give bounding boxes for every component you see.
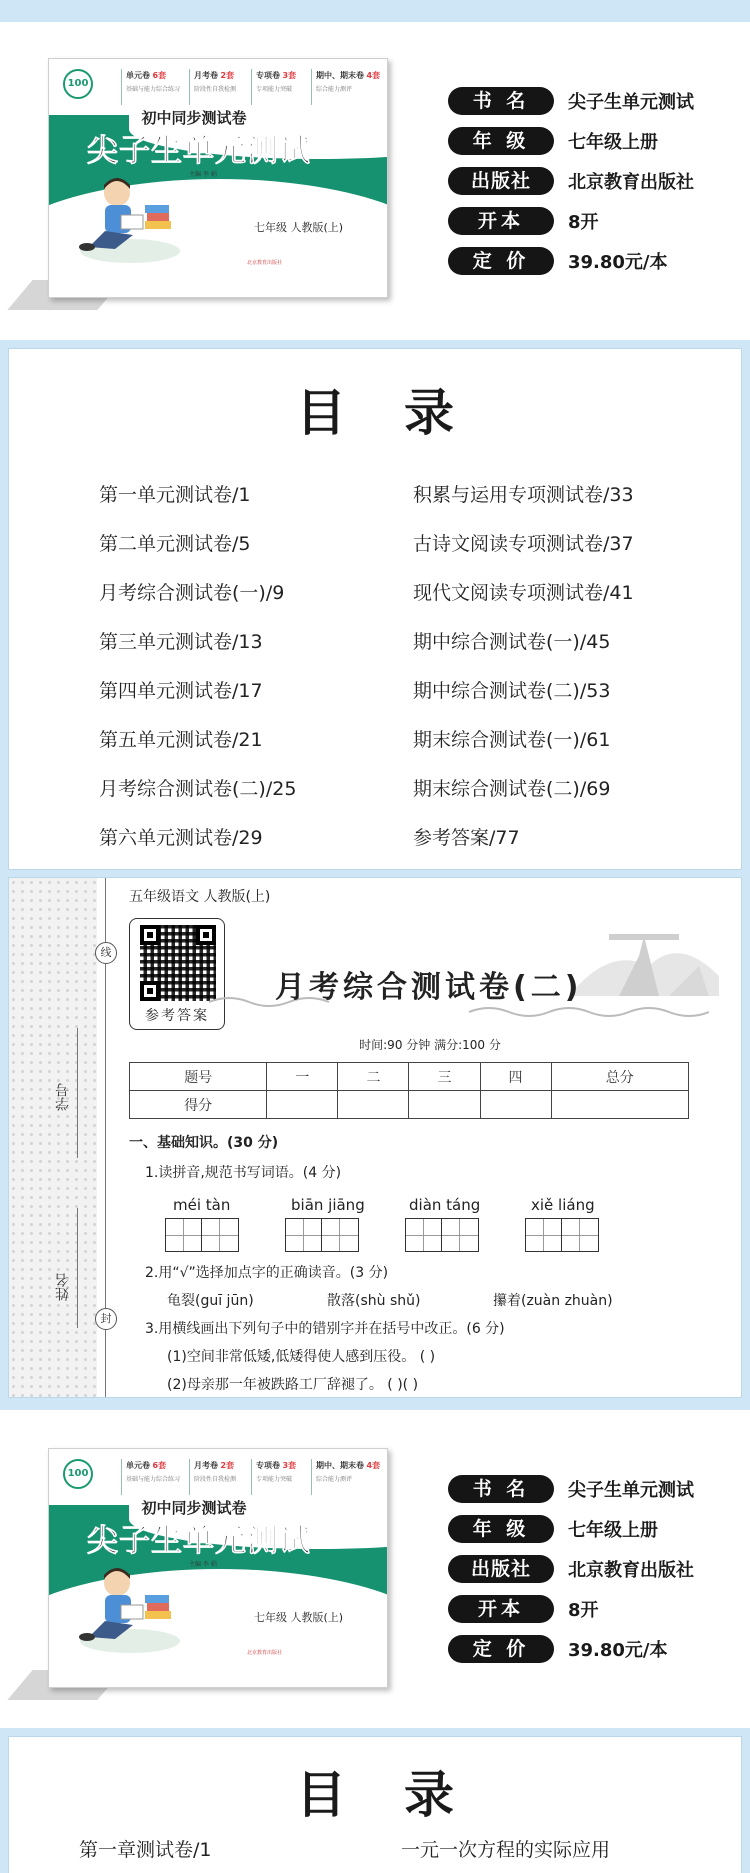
cover-editor: 主编 李 娟 [189,171,217,178]
spec-label: 定 价 [448,1635,554,1663]
cover-tag-monthly: 月考卷 2套 阶段性自我检测 [189,1459,236,1495]
question-1: 1.读拼音,规范书写词语。(4 分) [145,1165,342,1181]
spec-row-format [448,204,694,238]
spec-value: 北京教育出版社 [568,1560,694,1581]
toc-title: 目录 [296,1766,512,1824]
student-no-label: 学号 [55,1083,71,1111]
spec-label: 出版社 [448,1555,554,1583]
toc-entry: 第四单元测试卷/17 [99,680,263,702]
toc-entry: 第五单元测试卷/21 [99,729,263,751]
qr-caption: 参考答案 [145,1008,209,1024]
book-cover-math [48,1448,388,1688]
cover-grade: 七年级 人教版(上) [254,221,344,234]
seal-mark-bottom: 封 [95,1308,117,1330]
toc-entry: 期末综合测试卷(一)/61 [413,729,611,751]
toc-entry: 第六单元测试卷/29 [99,827,263,849]
cover-tag-special: 专项卷 3套 专项能力突破 [251,69,296,105]
toc-entry: 第一单元测试卷/1 [99,484,251,506]
cover-tag-final: 期中、期末卷 4套 综合能力测评 [311,1459,380,1495]
table-row [130,1091,689,1119]
question-2: 2.用“√”选择加点字的正确读音。(3 分) [145,1265,389,1281]
toc-entry: 第二单元测试卷/5 [99,533,251,555]
table-cell: 三 [409,1063,480,1091]
cover-publisher: 北京教育出版社 [247,1650,283,1656]
spec-value: 七年级上册 [568,1520,658,1541]
cover-publisher: 北京教育出版社 [247,260,283,266]
exam-header: 五年级语文 人教版(上) [129,889,271,905]
reading-choice: 散落(shù shǔ) [327,1293,421,1309]
spec-row-format [448,1592,694,1626]
brand-logo: 100 [63,1459,93,1489]
spec-row-title [448,84,694,118]
cover-series: 初中同步测试卷 [141,109,247,127]
table-cell [267,1091,338,1119]
table-cell: 总分 [551,1063,688,1091]
cover-tag-unit: 单元卷 6套 基础与能力综合练习 [121,69,180,105]
toc-panel-1 [8,348,742,870]
toc-entry: 期末综合测试卷(二)/69 [413,778,611,800]
toc-title: 目录 [296,384,512,442]
exam-title: 月考综合测试卷(二) [275,970,583,1005]
spec-label: 书 名 [448,87,554,115]
table-cell: 题号 [130,1063,267,1091]
spec-row-price [448,1632,694,1666]
table-cell: 四 [480,1063,551,1091]
spec-label: 定 价 [448,247,554,275]
cover-subject: 数学 [259,1580,301,1605]
spec-label: 年 级 [448,1515,554,1543]
cover-tag-special: 专项卷 3套 专项能力突破 [251,1459,296,1495]
table-cell: 二 [338,1063,409,1091]
binding-margin [9,878,97,1397]
toc-entry: 一元一次方程的实际应用 [401,1839,611,1861]
spec-value: 尖子生单元测试 [568,92,694,113]
toc-entry: 积累与运用专项测试卷/33 [413,484,634,506]
reading-choice: 龟裂(guī jūn) [167,1293,254,1309]
toc-entry: 期中综合测试卷(二)/53 [413,680,611,702]
cover-tag-monthly: 月考卷 2套 阶段性自我检测 [189,69,236,105]
spec-value: 8开 [568,212,599,233]
table-cell [338,1091,409,1119]
spec-label: 书 名 [448,1475,554,1503]
spec-row-title [448,1472,694,1506]
spec-label: 开本 [448,207,554,235]
spec-value: 8开 [568,1600,599,1621]
spec-label: 开本 [448,1595,554,1623]
pinyin-text: méi tàn [173,1196,231,1214]
spec-value: 39.80元/本 [568,1640,668,1661]
table-cell: 一 [267,1063,338,1091]
question-3: 3.用横线画出下列句子中的错别字并在括号中改正。(6 分) [145,1321,505,1337]
toc-entry: 参考答案/77 [413,827,520,849]
score-table [129,1062,689,1119]
spec-value: 39.80元/本 [568,252,668,273]
table-cell [409,1091,480,1119]
toc-entry: 月考综合测试卷(一)/9 [99,582,285,604]
pinyin-text: xiě liáng [531,1196,595,1214]
spec-label: 出版社 [448,167,554,195]
seal-mark-top: 线 [95,942,117,964]
cover-main-title: 尖子生单元测试 [87,133,311,169]
correction-item: (1)空间非常低矮,低矮得使人感到压役。 ( ) [167,1349,436,1365]
cover-editor: 主编 李 娟 [189,1561,217,1568]
brand-logo: 100 [63,69,93,99]
cover-tag-final: 期中、期末卷 4套 综合能力测评 [311,69,380,105]
spec-row-grade [448,124,694,158]
spec-value: 尖子生单元测试 [568,1480,694,1501]
toc-entry: 现代文阅读专项测试卷/41 [413,582,634,604]
toc-entry: 期中综合测试卷(一)/45 [413,631,611,653]
cover-subject: 语文 [259,190,301,215]
spec-row-price [448,244,694,278]
pinyin-text: biān jiāng [291,1196,365,1214]
toc-entry: 月考综合测试卷(二)/25 [99,778,297,800]
reading-choice: 攥着(zuàn zhuàn) [493,1293,613,1309]
book-cover-chinese [48,58,388,298]
section-heading: 一、基础知识。(30 分) [129,1135,279,1151]
exam-page-sample [8,877,742,1398]
cover-tag-unit: 单元卷 6套 基础与能力综合练习 [121,1459,180,1495]
writing-grid[interactable] [525,1218,599,1252]
table-row [130,1063,689,1091]
spec-value: 七年级上册 [568,132,658,153]
table-cell: 得分 [130,1091,267,1119]
spec-list-2 [448,1472,694,1666]
writing-grid[interactable] [165,1218,239,1252]
name-label: 姓名 [55,1273,71,1301]
toc-entry: 古诗文阅读专项测试卷/37 [413,533,634,555]
toc-entry: 第一章测试卷/1 [79,1839,212,1861]
cover-series: 初中同步测试卷 [141,1499,247,1517]
correction-item: (2)母亲那一年被跌路工厂辞褪了。 ( )( ) [167,1377,419,1393]
table-cell [551,1091,688,1119]
spec-row-publisher [448,164,694,198]
toc-entry: 第三单元测试卷/13 [99,631,263,653]
toc-panel-2 [8,1736,742,1873]
spec-value: 北京教育出版社 [568,172,694,193]
reading-student-illustration [75,1549,185,1659]
pinyin-text: diàn táng [409,1196,481,1214]
writing-grid[interactable] [285,1218,359,1252]
reading-student-illustration [75,159,185,269]
spec-row-publisher [448,1552,694,1586]
exam-time: 时间:90 分钟 满分:100 分 [359,1038,501,1052]
spec-list-1 [448,84,694,278]
writing-grid[interactable] [405,1218,479,1252]
table-cell [480,1091,551,1119]
spec-row-grade [448,1512,694,1546]
spec-label: 年 级 [448,127,554,155]
cover-main-title: 尖子生单元测试 [87,1523,311,1559]
cover-grade: 七年级 人教版(上) [254,1611,344,1624]
